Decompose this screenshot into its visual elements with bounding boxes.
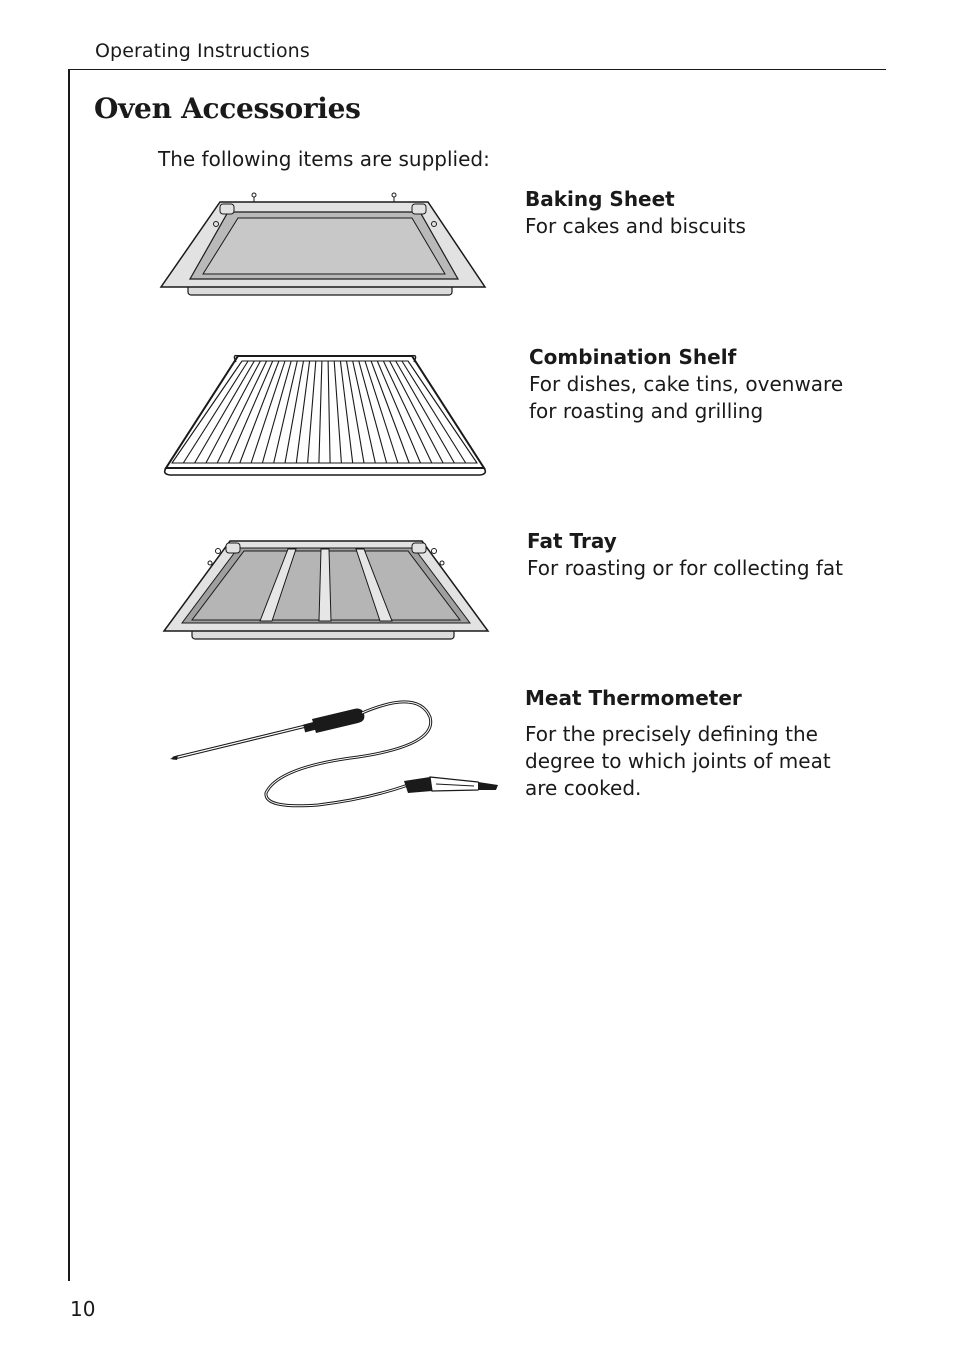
item-description: For the precisely defining the degree to which joints of meat are cooked. bbox=[525, 722, 831, 800]
item-baking-sheet bbox=[525, 186, 746, 240]
item-combination-shelf bbox=[529, 344, 843, 425]
intro-text: The following items are supplied: bbox=[158, 147, 490, 171]
side-rule bbox=[68, 69, 70, 1281]
item-name: Combination Shelf bbox=[529, 345, 737, 369]
item-name: Fat Tray bbox=[527, 529, 617, 553]
running-header: Operating Instructions bbox=[95, 40, 310, 62]
item-name: Meat Thermometer bbox=[525, 686, 742, 710]
page-title: Oven Accessories bbox=[94, 92, 361, 125]
header-rule bbox=[68, 69, 886, 70]
fat-tray-illustration bbox=[160, 535, 492, 645]
page-number: 10 bbox=[70, 1297, 96, 1321]
wire-shelf-illustration bbox=[158, 350, 492, 480]
meat-thermometer-illustration bbox=[168, 695, 504, 820]
item-description: For cakes and biscuits bbox=[525, 214, 746, 238]
item-name: Baking Sheet bbox=[525, 187, 675, 211]
item-meat-thermometer bbox=[525, 685, 831, 802]
item-description: For roasting or for collecting fat bbox=[527, 556, 844, 580]
item-description: For dishes, cake tins, ovenware for roasting and grilling bbox=[529, 372, 844, 423]
item-fat-tray bbox=[527, 528, 843, 582]
baking-sheet-illustration bbox=[158, 190, 490, 302]
